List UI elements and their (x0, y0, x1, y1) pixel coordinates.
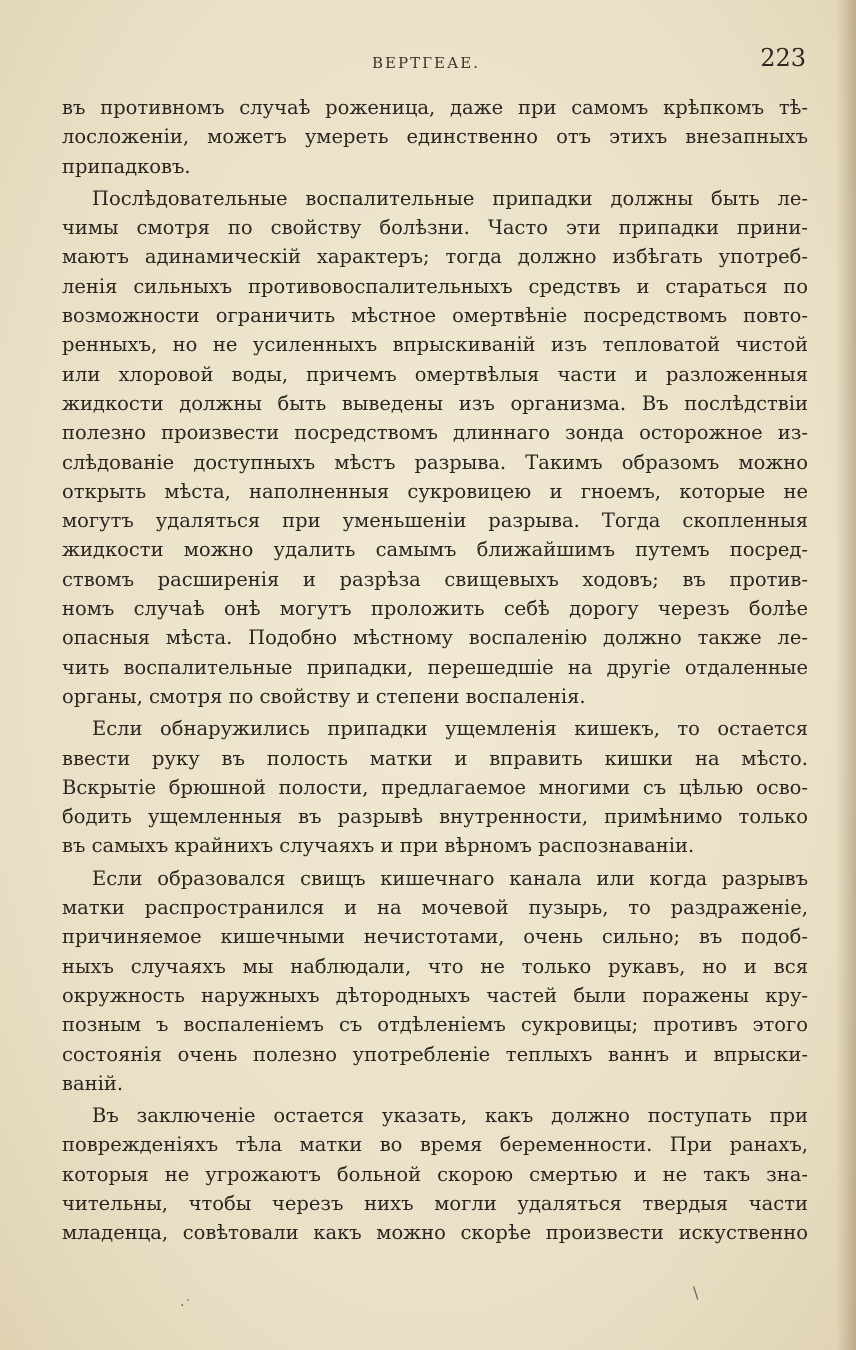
page-number: 223 (760, 44, 806, 72)
text-line: органы, смотря по свойству и степени воспаленія. (62, 684, 586, 708)
text-line: чимы смотря по свойству болѣзни. Часто эти припадки прини- (62, 216, 808, 240)
text-line: бодить ущемленныя въ разрывѣ внутренности, примѣнимо только (62, 805, 808, 829)
running-head: ВЕРТГЕАЕ. (372, 54, 481, 72)
text-line: окружность наружныхъ дѣтородныхъ частей были поражены кру- (62, 983, 808, 1007)
text-line: лосложеніи, можетъ умереть единственно отъ этихъ внезапныхъ (62, 125, 808, 149)
text-line: полезно произвести посредствомъ длиннаго зонда осторожное из- (62, 421, 808, 445)
text-line: открыть мѣста, наполненныя сукровицею и гноемъ, которые не (62, 479, 808, 503)
paragraph (62, 714, 808, 860)
text-line: причиняемое кишечными нечистотами, очень сильно; въ подоб- (62, 925, 808, 949)
text-line: жидкости должны быть выведены изъ организма. Въ послѣдствіи (62, 391, 808, 415)
text-line: состоянія очень полезно употребленіе теплыхъ ваннъ и впрыски- (62, 1042, 808, 1066)
text-line: которыя не угрожаютъ больной скорою смертью и не такъ зна- (62, 1162, 808, 1186)
text-line: чительны, чтобы черезъ нихъ могли удаляться твердыя части (62, 1191, 808, 1215)
text-line: позным ъ воспаленіемъ съ отдѣленіемъ сукровицы; противъ этого (62, 1013, 808, 1037)
text-line: Если образовался свищъ кишечнаго канала или когда разрывъ (92, 866, 808, 890)
text-line: или хлоровой воды, причемъ омертвѣлыя части и разложенныя (62, 362, 808, 386)
ink-speck: ·˙ (180, 1298, 192, 1314)
text-line: матки распространился и на мочевой пузырь, то раздраженіе, (62, 896, 808, 920)
page-edge-shadow (836, 0, 856, 1350)
text-line: припадковъ. (62, 154, 191, 178)
text-line: ренныхъ, но не усиленныхъ впрыскиваній изъ тепловатой чистой (62, 333, 808, 357)
body-text (62, 93, 808, 1251)
text-line: ныхъ случаяхъ мы наблюдали, что не только рукавъ, но и вся (62, 954, 808, 978)
text-line: жидкости можно удалить самымъ ближайшимъ путемъ посред- (62, 538, 808, 562)
text-line: Вскрытіе брюшной полости, предлагаемое многими съ цѣлью осво- (62, 775, 808, 799)
text-line: Если обнаружились припадки ущемленія кишекъ, то остается (92, 717, 808, 741)
text-line: слѣдованіе доступныхъ мѣстъ разрыва. Такимъ образомъ можно (62, 450, 808, 474)
text-line: поврежденіяхъ тѣла матки во время беременности. При ранахъ, (62, 1133, 808, 1157)
text-line: Въ заключеніе остается указать, какъ должно поступать при (92, 1104, 808, 1128)
text-line: Послѣдовательные воспалительные припадки должны быть ле- (92, 186, 808, 210)
text-line: номъ случаѣ онѣ могутъ проложить себѣ дорогу черезъ болѣе (62, 597, 808, 621)
text-line: опасныя мѣста. Подобно мѣстному воспаленію должно также ле- (62, 626, 808, 650)
page-header (0, 44, 856, 78)
text-line: маютъ адинамическій характеръ; тогда должно избѣгать употреб- (62, 245, 808, 269)
text-line: чить воспалительные припадки, перешедшіе на другіе отдаленные (62, 655, 808, 679)
text-line: въ самыхъ крайнихъ случаяхъ и при вѣрномъ распознаваніи. (62, 834, 695, 858)
text-line: ваній. (62, 1071, 124, 1095)
text-line: ленія сильныхъ противовоспалительныхъ средствъ и стараться по (62, 274, 808, 298)
text-line: могутъ удаляться при уменьшеніи разрыва. Тогда скопленныя (62, 509, 808, 533)
paragraph (62, 184, 808, 711)
text-line: въ противномъ случаѣ роженица, даже при самомъ крѣпкомъ тѣ- (62, 96, 808, 119)
text-line: ствомъ расширенія и разрѣза свищевыхъ ходовъ; въ против- (62, 567, 808, 591)
text-line: ввести руку въ полость матки и вправить кишки на мѣсто. (62, 746, 808, 770)
paragraph (62, 1101, 808, 1247)
text-line: младенца, совѣтовали какъ можно скорѣе произвести искуственно (62, 1221, 808, 1245)
paragraph (62, 864, 808, 1098)
text-line: возможности ограничить мѣстное омертвѣніе посредствомъ повто- (62, 304, 808, 328)
ink-speck: \ (693, 1283, 699, 1302)
paragraph (62, 93, 808, 181)
